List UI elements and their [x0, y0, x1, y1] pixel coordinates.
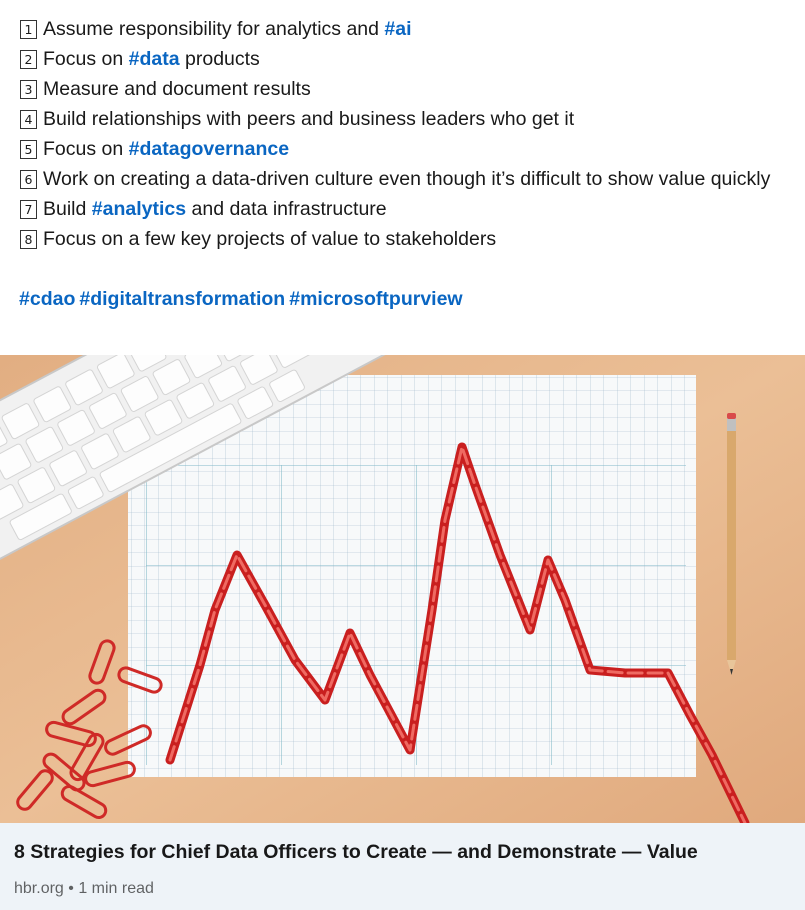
keycap-number-icon: 2 [20, 50, 37, 69]
hashtag-link[interactable]: #digitaltransformation [79, 288, 286, 310]
list-item: 7 Build #analytics and data infrastructure [19, 194, 787, 224]
keycap-number-icon: 8 [20, 230, 37, 249]
article-link-card[interactable] [0, 823, 805, 910]
read-time: 1 min read [78, 880, 154, 897]
hashtag-link[interactable]: #ai [384, 18, 412, 40]
list-item: 2 Focus on #data products [19, 44, 787, 74]
keycap-number-icon: 1 [20, 20, 37, 39]
keycap-number-icon: 7 [20, 200, 37, 219]
list-item: 5 Focus on #datagovernance [19, 134, 787, 164]
keycap-number-icon: 4 [20, 110, 37, 129]
post-body [0, 0, 805, 314]
list-item: 8 Focus on a few key projects of value to stakeholders [19, 224, 787, 254]
keycap-number-icon: 3 [20, 80, 37, 99]
hashtag-list [19, 284, 787, 314]
article-image[interactable] [0, 355, 805, 823]
list-item: 6 Work on creating a data-driven culture even though it’s difficult to show value quickly [19, 164, 789, 194]
list-item: 1 Assume responsibility for analytics and #ai [19, 14, 787, 44]
keycap-number-icon: 6 [20, 170, 37, 189]
article-title[interactable]: 8 Strategies for Chief Data Officers to Create — and Demonstrate — Value [14, 841, 698, 863]
hashtag-link[interactable]: #analytics [91, 198, 187, 220]
keycap-number-icon: 5 [20, 140, 37, 159]
hashtag-link[interactable]: #microsoftpurview [289, 288, 463, 310]
article-meta [14, 880, 154, 898]
hashtag-link[interactable]: #cdao [19, 288, 76, 310]
list-item: 4 Build relationships with peers and business leaders who get it [19, 104, 787, 134]
list-item: 3 Measure and document results [19, 74, 787, 104]
meta-separator: • [68, 880, 74, 897]
hashtag-link[interactable]: #data [128, 48, 180, 70]
article-source: hbr.org [14, 880, 64, 897]
pencil-icon [727, 413, 736, 675]
hashtag-link[interactable]: #datagovernance [128, 138, 290, 160]
